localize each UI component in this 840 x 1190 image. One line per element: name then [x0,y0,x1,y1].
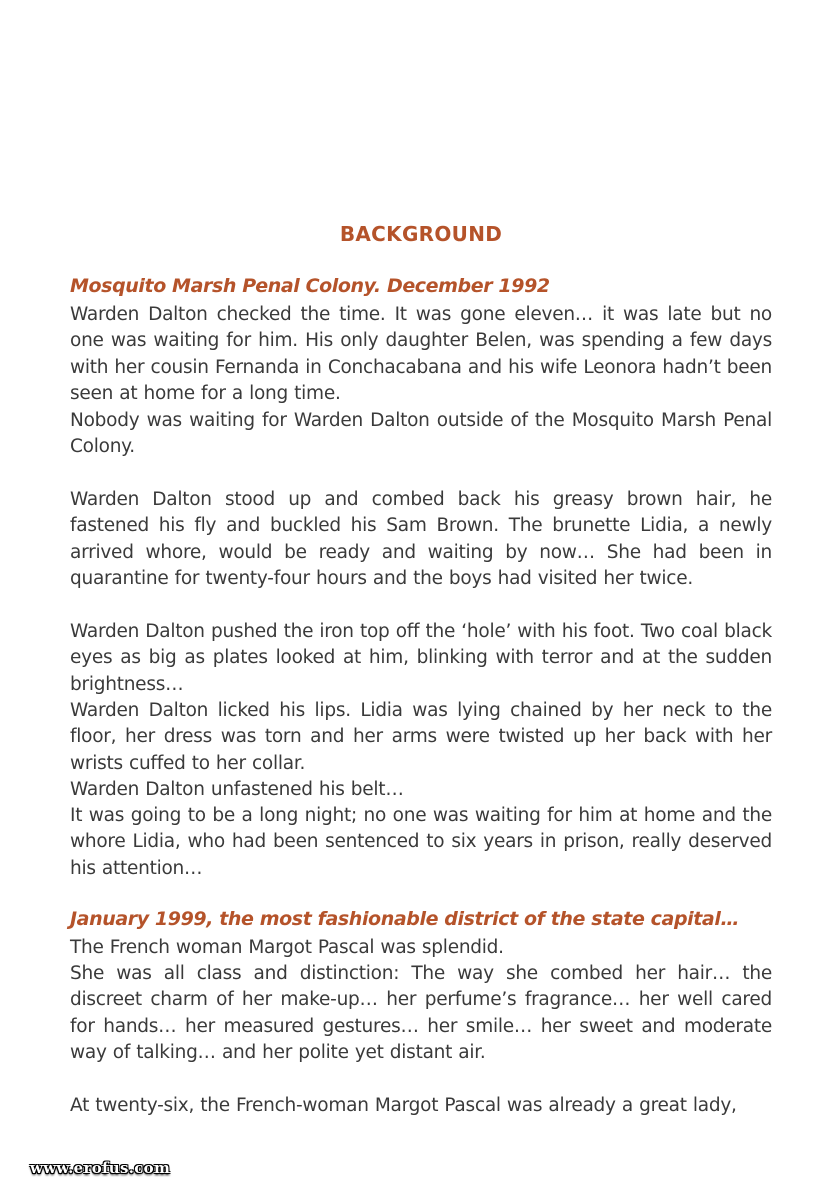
paragraph: Warden Dalton licked his lips. Lidia was lying chained by her neck to the floor, her dress was torn and her arms were twisted up her back with her wrists cuffed to her collar. [70,700,772,774]
page-heading: BACKGROUND [339,222,503,246]
paragraph: Warden Dalton checked the time. It was gone eleven… it was late but no one was waiting for him. His only daughter Belen, was spending a few days with her cousin Fernanda in Conchacabana and his wife Leonora hadn’t been seen at home for a long time. [70,304,772,405]
paragraph: She was all class and distinction: The way she combed her hair… the discreet charm of her make-up… her perfume’s fragrance… her well cared for hands… her measured gestures… her smile… her sweet and moderate way of talking… and her polite yet distant air. [70,963,772,1064]
paragraph: Nobody was waiting for Warden Dalton outside of the Mosquito Marsh Penal Colony. [70,410,772,458]
paragraph: At twenty-six, the French-woman Margot Pascal was already a great lady, [70,1095,737,1116]
paragraph: Warden Dalton stood up and combed back his greasy brown hair, he fastened his fly and buckled his Sam Brown. The brunette Lidia, a newly arrived whore, would be ready and waiting by now… She had been in quarantine for twenty-four hours and the boys had visited her twice. [70,489,772,590]
section-title-1: Mosquito Marsh Penal Colony. December 1992 [70,275,550,297]
paragraph: Warden Dalton pushed the iron top off the ‘hole’ with his foot. Two coal black eyes as big as plates looked at him, blinking with terror and at the sudden brightness… [70,621,772,695]
paragraph: Warden Dalton unfastened his belt… [70,779,404,800]
paragraph: It was going to be a long night; no one was waiting for him at home and the whore Lidia, who had been sentenced to six years in prison, really deserved his attention… [70,805,772,879]
site-watermark: www.erofus.com [30,1159,171,1177]
paragraph: The French woman Margot Pascal was splendid. [70,937,504,958]
section-title-2: January 1999, the most fashionable district of the state capital… [70,908,740,930]
